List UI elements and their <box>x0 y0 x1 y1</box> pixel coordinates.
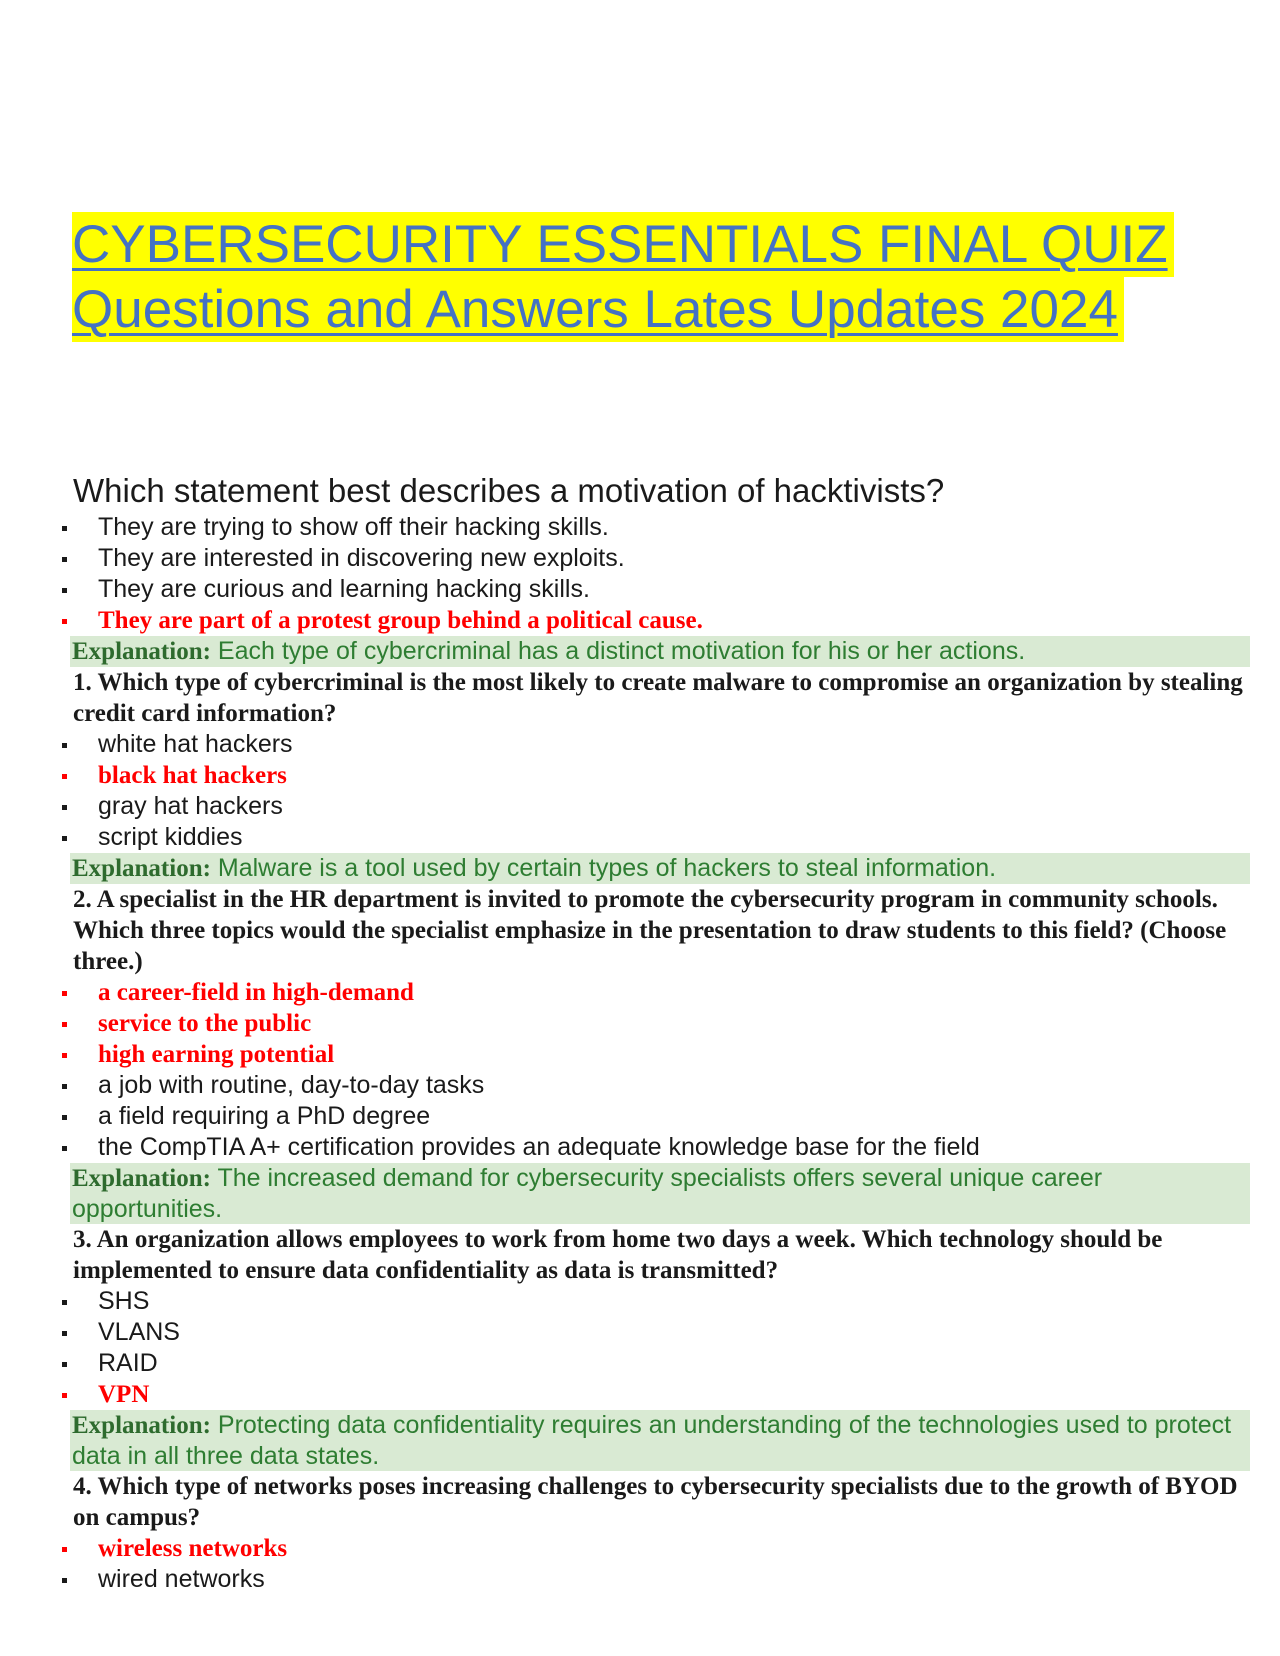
correct-option-item: wireless networks <box>0 1533 1280 1564</box>
explanation-label: Explanation: <box>72 638 211 665</box>
question-4-options <box>0 1533 1280 1595</box>
option-item: gray hat hackers <box>0 791 1280 822</box>
explanation-label: Explanation: <box>72 1165 211 1192</box>
option-item: white hat hackers <box>0 729 1280 760</box>
explanation-box <box>70 853 1250 884</box>
option-item: the CompTIA A+ certification provides an adequate knowledge base for the field <box>0 1132 1280 1163</box>
explanation-text: Each type of cybercriminal has a distinct motivation for his or her actions. <box>217 637 1026 665</box>
option-item: RAID <box>0 1348 1280 1379</box>
option-item: a field requiring a PhD degree <box>0 1101 1280 1132</box>
lead-question: Which statement best describes a motivation of hacktivists? <box>73 472 945 509</box>
option-item: They are interested in discovering new exploits. <box>0 543 1280 574</box>
option-item: wired networks <box>0 1564 1280 1595</box>
explanation-text: The increased demand for cybersecurity specialists offers several unique career opportunities. <box>72 1164 1103 1223</box>
explanation-text: Protecting data confidentiality requires an understanding of the technologies used to protect data in all three data states. <box>72 1411 1232 1470</box>
correct-option-item: service to the public <box>0 1008 1280 1039</box>
correct-option-item: black hat hackers <box>0 760 1280 791</box>
explanation-box <box>70 636 1250 667</box>
explanation-label: Explanation: <box>72 1412 211 1439</box>
explanation-label: Explanation: <box>72 855 211 882</box>
question-2-options <box>0 977 1280 1163</box>
option-item: They are trying to show off their hacking skills. <box>0 512 1280 543</box>
explanation-text: Malware is a tool used by certain types of hackers to steal information. <box>217 854 997 882</box>
question-1-options <box>0 729 1280 853</box>
title-line-2[interactable]: Questions and Answers Lates Updates 2024 <box>72 277 1124 342</box>
option-item: SHS <box>0 1286 1280 1317</box>
question-1: 1. Which type of cybercriminal is the most likely to create malware to compromise an organization by stealing credit card information? <box>73 669 1243 727</box>
correct-option-item: high earning potential <box>0 1039 1280 1070</box>
option-item: They are curious and learning hacking skills. <box>0 574 1280 605</box>
question-3-options <box>0 1286 1280 1410</box>
quiz-content <box>0 470 1280 1595</box>
question-2: 2. A specialist in the HR department is invited to promote the cybersecurity program in community schools. Which three topics would the specialist emphasize in the presentation to draw students to this field? (Choose three.) <box>73 886 1227 975</box>
explanation-box <box>70 1410 1250 1471</box>
question-3: 3. An organization allows employees to work from home two days a week. Which technology should be implemented to ensure data confidentiality as data is transmitted? <box>73 1226 1163 1284</box>
correct-option-item: They are part of a protest group behind a political cause. <box>0 605 1280 636</box>
option-item: VLANS <box>0 1317 1280 1348</box>
option-item: script kiddies <box>0 822 1280 853</box>
correct-option-item: VPN <box>0 1379 1280 1410</box>
correct-option-item: a career-field in high-demand <box>0 977 1280 1008</box>
lead-question-options <box>0 512 1280 636</box>
title-line-1[interactable]: CYBERSECURITY ESSENTIALS FINAL QUIZ <box>72 212 1174 277</box>
explanation-box <box>70 1163 1250 1224</box>
option-item: a job with routine, day-to-day tasks <box>0 1070 1280 1101</box>
document-title <box>72 212 1212 342</box>
question-4: 4. Which type of networks poses increasing challenges to cybersecurity specialists due to the growth of BYOD on campus? <box>73 1473 1238 1531</box>
